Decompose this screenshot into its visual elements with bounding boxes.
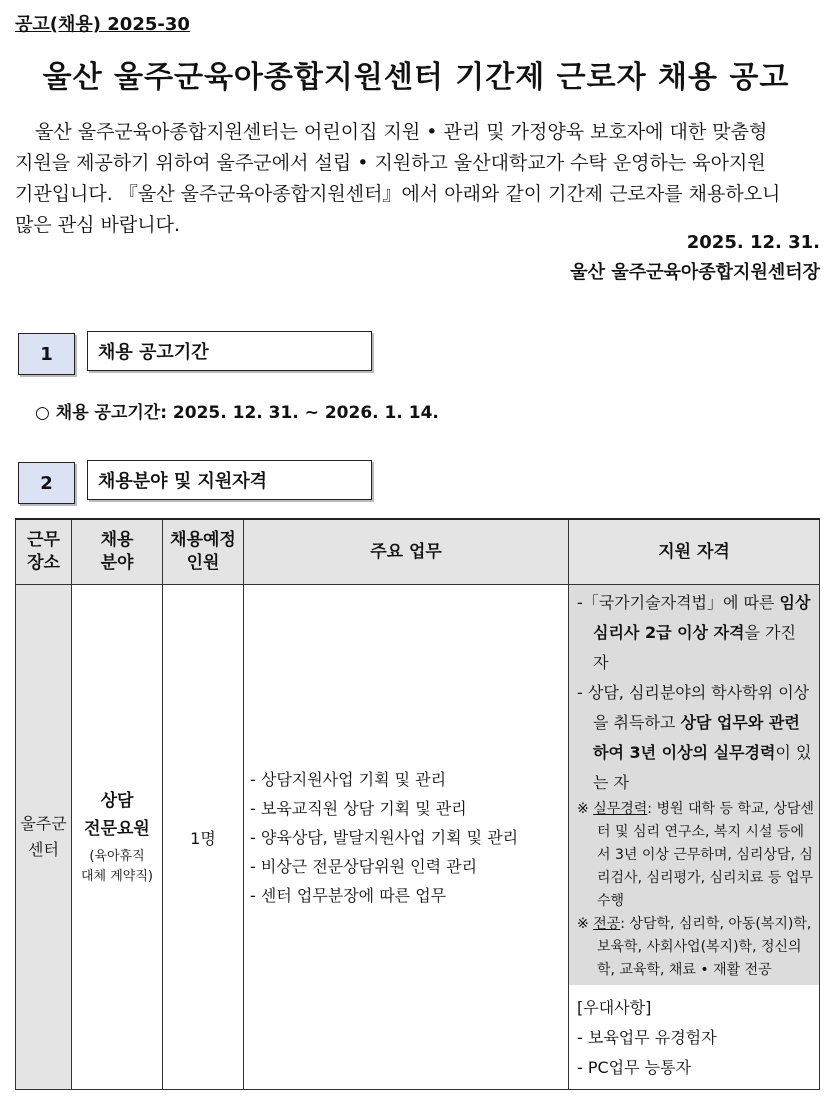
qualification-note: ※ 전공: 상담학, 심리학, 아동(복지)학, 보육학, 사회사업(복지)학, 정신의학, 교육학, 채료 • 재활 전공 bbox=[577, 916, 812, 978]
header-duties: 주요 업무 bbox=[244, 519, 569, 585]
cell-place: 울주군 센터 bbox=[16, 585, 72, 1090]
notice-number: 공고(채용) 2025-30 bbox=[15, 14, 190, 35]
section-number: 2 bbox=[18, 462, 75, 504]
qualification-item: - 상담, 심리분야의 학사학위 이상을 취득하고 상담 업무와 관련하여 3년 이상의 실무경력이 있는 자 bbox=[577, 683, 812, 792]
header-count: 채용예정 인원 bbox=[163, 519, 244, 585]
intro-line: 지원을 제공하기 위하여 울주군에서 설립 • 지원하고 울산대학교가 수탁 운영하는 육아지원 bbox=[15, 152, 766, 174]
field-title: 상담 전문요원 bbox=[84, 791, 150, 839]
preference-section bbox=[569, 985, 819, 1087]
notice-date: 2025. 12. 31. bbox=[686, 232, 820, 253]
preference-item: - 보육업무 유경험자 bbox=[577, 1028, 717, 1047]
duty-item: - 상담지원사업 기획 및 관리 bbox=[250, 769, 447, 789]
application-period bbox=[35, 398, 439, 423]
section-number: 1 bbox=[18, 333, 75, 375]
qualification-item: -「국가기술자격법」에 따른 임상심리사 2급 이상 자격을 가진 자 bbox=[577, 593, 811, 672]
circle-bullet-icon: ○ bbox=[35, 403, 50, 423]
duty-item: - 비상근 전문상담위원 인력 관리 bbox=[250, 856, 478, 876]
header-qualification: 지원 자격 bbox=[569, 519, 820, 585]
header-field: 채용 분야 bbox=[72, 519, 163, 585]
recruitment-table bbox=[15, 518, 820, 1090]
cell-count: 1명 bbox=[163, 585, 244, 1090]
intro-line: 기관입니다. 『울산 울주군육아종합지원센터』에서 아래와 같이 기간제 근로자를 채용하오니 bbox=[15, 183, 781, 205]
intro-line: 울산 울주군육아종합지원센터는 어린이집 지원 • 관리 및 가정양육 보호자에 대한 맞춤형 bbox=[35, 121, 768, 143]
period-text: 채용 공고기간: 2025. 12. 31. ~ 2026. 1. 14. bbox=[55, 403, 439, 423]
preference-title: [우대사항] bbox=[577, 998, 652, 1017]
table-header-row bbox=[16, 519, 820, 585]
qualification-note: ※ 실무경력: 병원 대학 등 학교, 상담센터 및 심리 연구소, 복지 시설 등에서 3년 이상 근무하며, 심리상담, 심리검사, 심리평가, 심리치료 등 업무 수행 bbox=[577, 801, 814, 909]
cell-duties bbox=[244, 585, 569, 1090]
duty-item: - 양육상담, 발달지원사업 기획 및 관리 bbox=[250, 827, 519, 847]
preference-item: - PC업무 능통자 bbox=[577, 1058, 692, 1077]
table-row bbox=[16, 585, 820, 1090]
cell-qualification bbox=[569, 585, 820, 1090]
duty-item: - 센터 업무분장에 따른 업무 bbox=[250, 885, 447, 905]
duty-item: - 보육교직원 상담 기획 및 관리 bbox=[250, 798, 467, 818]
qualification-requirements bbox=[569, 585, 819, 985]
cell-field bbox=[72, 585, 163, 1090]
field-subtitle: (육아휴직 대체 계약직) bbox=[81, 849, 153, 884]
section-title: 채용분야 및 지원자격 bbox=[87, 460, 372, 500]
section-title: 채용 공고기간 bbox=[87, 331, 372, 371]
page-title: 울산 울주군육아종합지원센터 기간제 근로자 채용 공고 bbox=[42, 60, 790, 95]
intro-paragraph bbox=[15, 117, 820, 241]
intro-line: 많은 관심 바랍니다. bbox=[15, 214, 180, 236]
issuing-org: 울산 울주군육아종합지원센터장 bbox=[570, 262, 820, 283]
header-place: 근무 장소 bbox=[16, 519, 72, 585]
